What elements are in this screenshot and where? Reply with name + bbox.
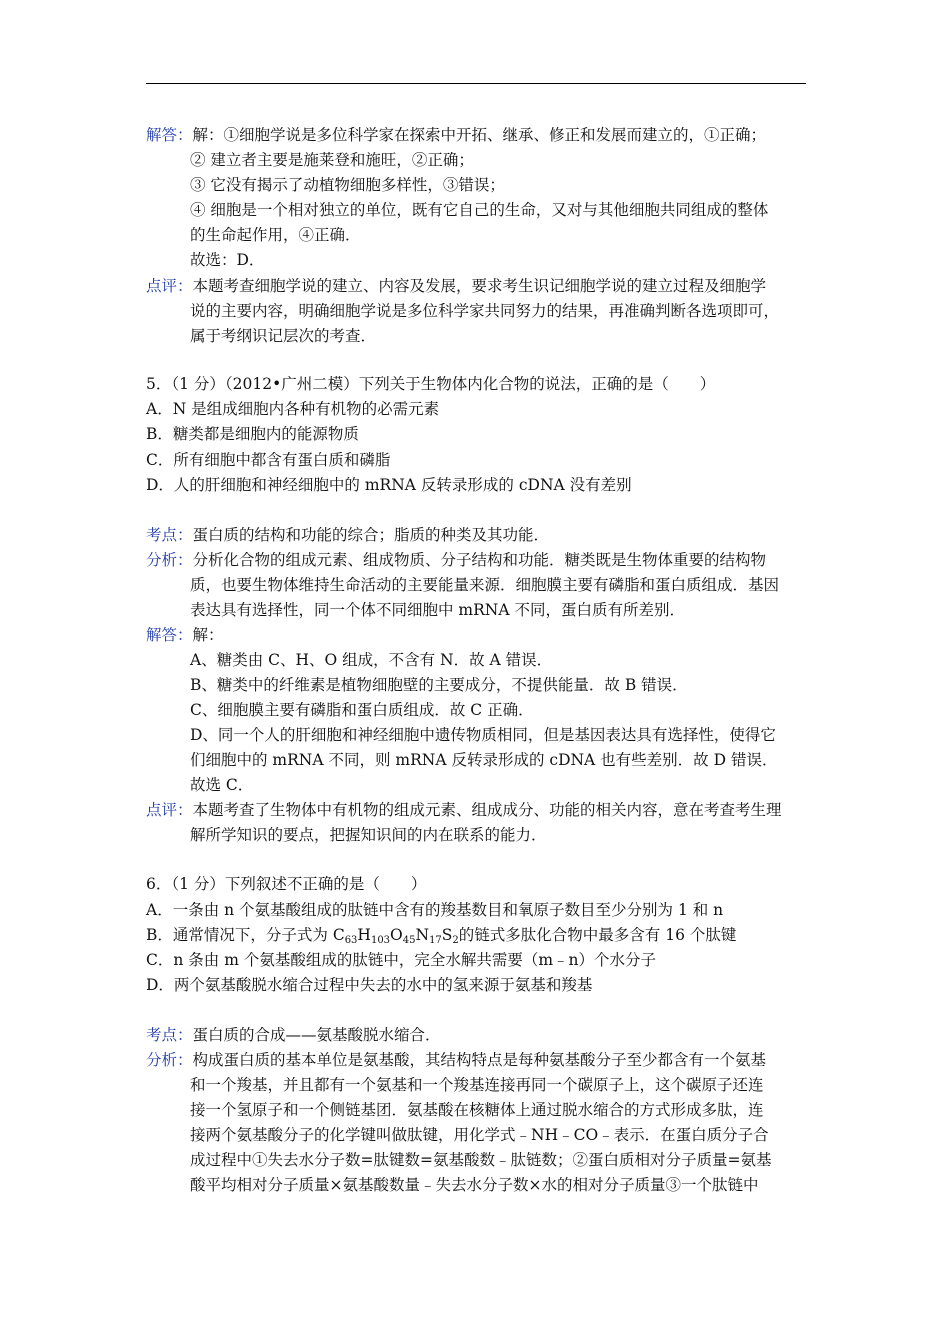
analysis-line: 质，也要生物体维持生命活动的主要能量来源．细胞膜主要有磷脂和蛋白质组成．基因 [190,576,780,594]
answer-line: 的生命起作用，④正确． [190,226,361,244]
analysis-line: 分析：构成蛋白质的基本单位是氨基酸，其结构特点是每种氨基酸分子至少都含有一个氨基 [146,1051,767,1069]
analysis-label: 分析： [146,1051,193,1069]
comment-label: 点评： [146,277,193,295]
analysis-label: 分析： [146,551,193,569]
analysis-line: 表达具有选择性，同一个体不同细胞中 mRNA 不同，蛋白质有所差别． [190,601,685,619]
option-a: A．N 是组成细胞内各种有机物的必需元素 [146,400,440,418]
analysis-line: 成过程中①失去水分子数=肽键数=氨基酸数﹣肽链数；②蛋白质相对分子质量=氨基 [190,1151,772,1169]
topic-line: 考点：蛋白质的结构和功能的综合；脂质的种类及其功能． [146,526,550,544]
answer-line: 们细胞中的 mRNA 不同，则 mRNA 反转录形成的 cDNA 也有些差别．故 D 错误． [190,751,778,769]
option-c: C．所有细胞中都含有蛋白质和磷脂 [146,451,391,469]
comment-label: 点评： [146,801,193,819]
topic-line: 考点：蛋白质的合成——氨基酸脱水缩合． [146,1026,441,1044]
answer-line: 故选：D． [190,251,265,269]
comment-line: 属于考纲识记层次的考查． [190,327,377,345]
question-stem: 6．（1 分）下列叙述不正确的是（ ） [146,875,427,893]
answer-label: 解答： [146,626,193,644]
comment-line: 解所学知识的要点，把握知识间的内在联系的能力． [190,826,547,844]
analysis-line: 酸平均相对分子质量×氨基酸数量﹣失去水分子数×水的相对分子质量③一个肽链中 [190,1176,759,1194]
analysis-line: 接两个氨基酸分子的化学键叫做肽键，用化学式﹣NH﹣CO﹣表示．在蛋白质分子合 [190,1126,769,1144]
option-b: B．通常情况下，分子式为 $C_{63}H_{103}O_{45}N_{17}S_2$的链式多肽化合物中最多含有 16 个肽键 [146,926,737,946]
comment-line: 说的主要内容，明确细胞学说是多位科学家共同努力的结果，再准确判断各选项即可， [190,302,780,320]
answer-line: ② 建立者主要是施莱登和施旺，②正确； [190,151,474,169]
answer-line: B、糖类中的纤维素是植物细胞壁的主要成分，不提供能量．故 B 错误． [190,676,688,694]
topic-label: 考点： [146,526,193,544]
header-rule [146,83,806,84]
answer-label: 解答： [146,126,193,144]
topic-label: 考点： [146,1026,193,1044]
answer-line: 故选 C． [190,776,254,794]
option-b: B．糖类都是细胞内的能源物质 [146,425,359,443]
answer-line: C、细胞膜主要有磷脂和蛋白质组成．故 C 正确． [190,701,534,719]
analysis-line: 分析：分析化合物的组成元素、组成物质、分子结构和功能．糖类既是生物体重要的结构物 [146,551,767,569]
option-a: A．一条由 n 个氨基酸组成的肽链中含有的羧基数目和氧原子数目至少分别为 1 和 n [146,901,724,919]
answer-line: D、同一个人的肝细胞和神经细胞中遗传物质相同，但是基因表达具有选择性，使得它 [190,726,776,744]
analysis-line: 和一个羧基，并且都有一个氨基和一个羧基连接再同一个碳原子上，这个碳原子还连 [190,1076,764,1094]
question-stem: 5．（1 分）（2012•广州二模）下列关于生物体内化合物的说法，正确的是（ ） [146,375,716,393]
option-d: D．人的肝细胞和神经细胞中的 mRNA 反转录形成的 cDNA 没有差别 [146,476,632,494]
answer-line: ④ 细胞是一个相对独立的单位，既有它自己的生命，又对与其他细胞共同组成的整体 [190,201,769,219]
analysis-line: 接一个氢原子和一个侧链基团．氨基酸在核糖体上通过脱水缩合的方式形成多肽，连 [190,1101,764,1119]
answer-line: A、糖类由 C、H、O 组成，不含有 N．故 A 错误． [190,651,553,669]
option-d: D．两个氨基酸脱水缩合过程中失去的水中的氢来源于氨基和羧基 [146,976,593,994]
option-c: C．n 条由 m 个氨基酸组成的肽链中，完全水解共需要（m﹣n）个水分子 [146,951,657,969]
answer-line: 解答：解：①细胞学说是多位科学家在探索中开拓、继承、修正和发展而建立的，①正确； [146,126,767,144]
comment-line: 点评：本题考查细胞学说的建立、内容及发展，要求考生识记细胞学说的建立过程及细胞学 [146,277,767,295]
answer-line: ③ 它没有揭示了动植物细胞多样性，③错误； [190,176,505,194]
comment-line: 点评：本题考查了生物体中有机物的组成元素、组成成分、功能的相关内容，意在考查考生理 [146,801,782,819]
answer-line: 解答：解： [146,626,224,644]
